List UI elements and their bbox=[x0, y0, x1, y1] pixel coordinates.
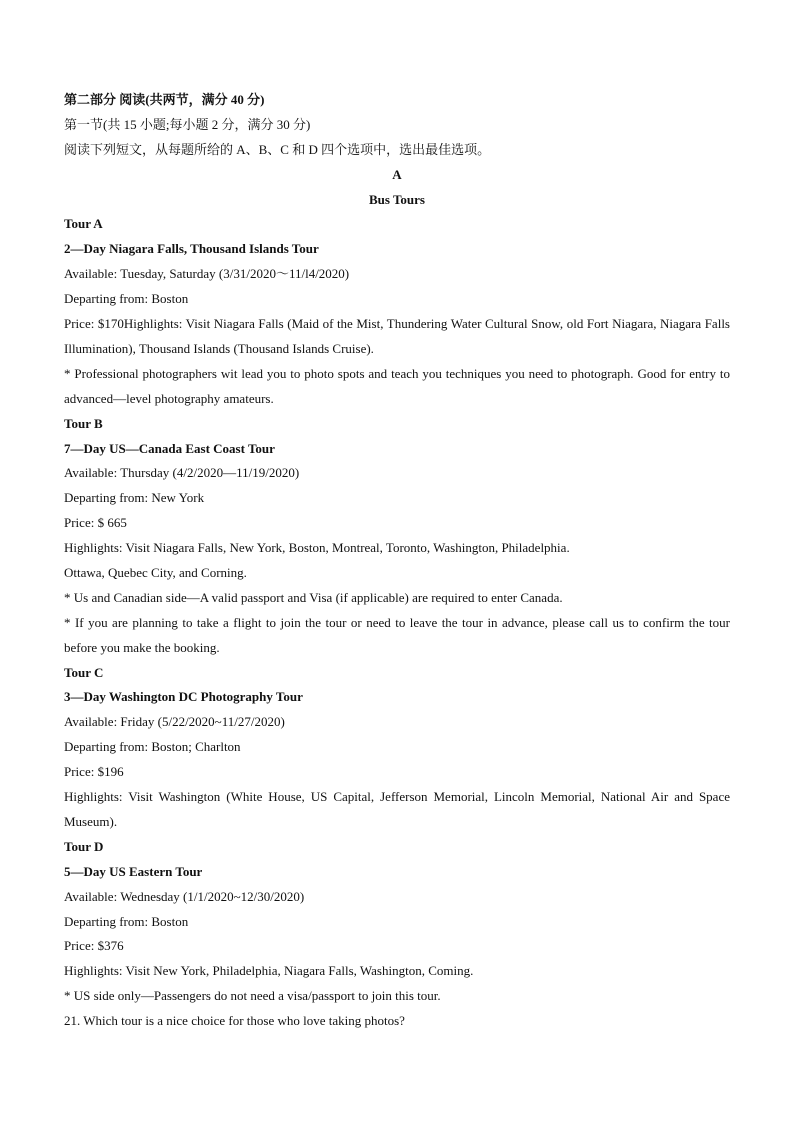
tour-label: Tour D bbox=[64, 838, 104, 854]
question-21: 21. Which tour is a nice choice for those who love taking photos? bbox=[64, 1013, 405, 1029]
tour-note: * US side only—Passengers do not need a visa/passport to join this tour. bbox=[64, 988, 441, 1004]
tour-label: Tour C bbox=[64, 664, 104, 680]
passage-title: Bus Tours bbox=[368, 191, 425, 207]
tour-price: Price: $376 bbox=[64, 938, 124, 954]
tour-note: * If you are planning to take a flight to join the tour or need to leave the tour in advance, please call us to confirm the tour before you make the booking. bbox=[64, 614, 730, 655]
tour-departing: Departing from: Boston bbox=[64, 913, 189, 929]
tour-name: 7—Day US—Canada East Coast Tour bbox=[64, 440, 275, 456]
tour-available: Available: Tuesday, Saturday (3/31/2020～11/l4/2020) bbox=[64, 266, 350, 282]
passage-letter: A bbox=[392, 166, 402, 182]
tour-available: Available: Wednesday (1/1/2020~12/30/2020) bbox=[64, 888, 305, 904]
tour-note: * Professional photographers wit lead you to photo spots and teach you techniques you need to photograph. Good for entry to advanced—level photography amateurs. bbox=[64, 365, 730, 406]
tour-b-section bbox=[64, 412, 730, 661]
tour-departing: Departing from: New York bbox=[64, 490, 205, 506]
tour-highlights: Highlights: Visit Niagara Falls, New York, Boston, Montreal, Toronto, Washington, Philadelphia. bbox=[64, 540, 570, 556]
tour-highlights: Highlights: Visit Washington (White House, US Capital, Jefferson Memorial, Lincoln Memorial, National Air and Space Museum). bbox=[64, 789, 730, 829]
tour-a-section bbox=[64, 212, 730, 411]
tour-name: 2—Day Niagara Falls, Thousand Islands Tour bbox=[64, 241, 319, 257]
tour-price: Price: $ 665 bbox=[64, 515, 127, 531]
section-title: 第一节(共 15 小题;每小题 2 分，满分 30 分) bbox=[64, 116, 311, 132]
tour-c-section bbox=[64, 661, 730, 835]
tour-label: Tour A bbox=[64, 216, 103, 232]
tour-departing: Departing from: Boston bbox=[64, 291, 189, 307]
tour-name: 3—Day Washington DC Photography Tour bbox=[64, 689, 303, 705]
tour-price: Price: $196 bbox=[64, 764, 124, 780]
tour-d-section bbox=[64, 835, 730, 1009]
tour-available: Available: Thursday (4/2/2020—11/19/2020) bbox=[64, 465, 300, 481]
tour-label: Tour B bbox=[64, 415, 103, 431]
tour-departing: Departing from: Boston; Charlton bbox=[64, 739, 241, 755]
tour-available: Available: Friday (5/22/2020~11/27/2020) bbox=[64, 714, 285, 730]
tour-highlights: Highlights: Visit New York, Philadelphia, Niagara Falls, Washington, Coming. bbox=[64, 963, 474, 979]
tour-highlights-cont: Ottawa, Quebec City, and Corning. bbox=[64, 564, 247, 580]
instruction-text: 阅读下列短文，从每题所给的 A、B、C 和 D 四个选项中，选出最佳选项。 bbox=[64, 141, 491, 157]
tour-note: * Us and Canadian side—A valid passport and Visa (if applicable) are required to enter Canada. bbox=[64, 589, 563, 605]
tour-name: 5—Day US Eastern Tour bbox=[64, 863, 203, 879]
tour-price-highlights: Price: $170Highlights: Visit Niagara Falls (Maid of the Mist, Thundering Water Cultural Snow, old Fort Niagara, Niagara Falls Illumination), Thousand Islands (Thousand Islands Cruise). bbox=[64, 316, 730, 356]
part-title: 第二部分 阅读(共两节，满分 40 分) bbox=[64, 92, 265, 107]
